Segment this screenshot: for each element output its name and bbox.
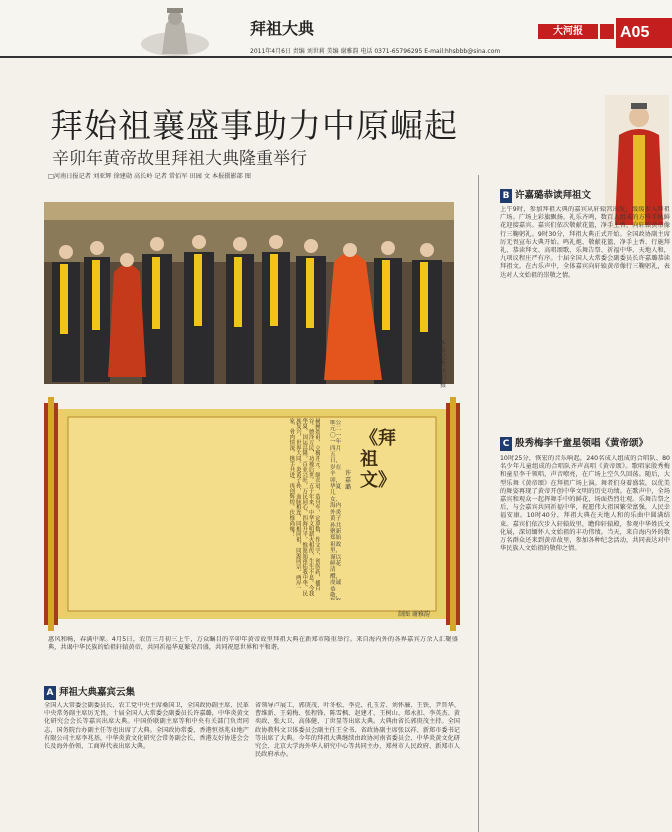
section-c-title: 殷秀梅李千童星领唱《黄帝颂》 — [515, 438, 649, 449]
column-title: 拜祖大典 — [250, 19, 315, 38]
section-c-mark: C — [500, 437, 512, 451]
photo-caption: 本报记者 徐阳 摄 — [440, 340, 447, 389]
column-divider — [478, 175, 479, 832]
section-a-column-1: 全国人大常委会副委员长、农工党中央主席桑国卫，全国政协副主席、民革中央常务副主席厉无畏，十届全国人大常委会副委员长许嘉璐，中华炎黄文化研究会会长等嘉宾出席大典。中国侨联副主席等和中央有关部门负责同志，国务院台办副主任等也出席了大典。全国政协常委、香港恒基兆业地产有限公司主席李兆基，中华炎黄文化研究会常务副会长，香港友好协进会会长及海外侨领、工商界代表出席大典。 — [44, 702, 249, 751]
poem-author: 许嘉璐 — [345, 470, 352, 491]
statue-illustration — [140, 4, 210, 56]
date-line: 2011年4月6日 责编 刘世莉 美编 谢雅韵 电话 0371-65796295 E-mail:hhsbbb@sina.com — [250, 48, 501, 55]
newspaper-logo: 大河报 — [538, 24, 598, 39]
ceremony-photo — [44, 202, 454, 384]
headline: 拜始祖襄盛事助力中原崛起 — [50, 106, 458, 145]
section-a-title: 拜祖大典嘉宾云集 — [59, 687, 136, 698]
section-a-heading — [44, 684, 135, 698]
subheadline: 辛卯年黄帝故里拜祖大典隆重举行 — [52, 149, 307, 169]
byline: □河南日报记者 刘亚辉 徐建勋 高长岭 记者 常佰军 田园 文 本报摄影部 图 — [48, 173, 251, 180]
section-a-mark: A — [44, 686, 56, 700]
section-b-heading — [500, 187, 591, 201]
header-rule — [0, 56, 672, 58]
section-c-heading — [500, 435, 648, 449]
section-b-text: 上午9时，参加拜祖大典的嘉宾从轩辕宫出发，缓缓步入拜祖广场。广场上彩旗飘扬，礼乐齐鸣，数百人组成的方阵手执鲜花迎接嘉宾。嘉宾们依次敬献花篮，净手上香，向轩辕黄帝像行三鞠躬礼。9时30分，拜祖大典正式开始。全国政协副主席厉无畏宣布大典开始。鸣礼炮、敬献花篮、净手上香、行施拜礼、恭读拜文、高唱颂歌、乐舞告祭、祈福中华、天地人和，九项议程庄严有序。十届全国人大常委会副委员长许嘉璐恭读拜祖文。在古乐声中，全体嘉宾向轩辕黄帝像行三鞠躬礼，表达对人文始祖的崇敬之情。 — [500, 206, 670, 279]
section-a-column-2: 省领导卢展工、郭庚茂、叶冬松、李克、孔玉芳、刘怀廉、王铁、尹晋华、曹维新、王菊梅、张程锋、陈雪枫、赵建才、王树山、郑永扣、李英杰、黄奕政、张大卫、高体健、丁世显等出席大典。大典由省长郭庚茂主持。全国政协教科文卫体委员会副主任王全书、省政协副主席张以祥、新郑市委书记等出席了大典。今年的拜祖大典继续由政协河南省委员会、中华炎黄文化研究会、北京大学海外华人研究中心等共同主办，郑州市人民政府、新郑市人民政府承办。 — [255, 702, 460, 759]
section-b-title: 许嘉璐恭读拜祖文 — [515, 190, 592, 201]
page-number: A05 — [616, 18, 672, 48]
section-c-text: 10时25分，恢宏的音乐响起，240名成人组成的合唱队、80名少年儿童组成的合唱队齐声高唱《黄帝颂》。歌唱家殷秀梅和童星李千领唱，声音嘹亮，在广场上空久久回荡。随后，大型乐舞《黄帝颂》在拜祖广场上演。舞者们身着盛装，以优美的舞姿再现了黄帝开创中华文明的历史功绩。在歌声中，全场嘉宾和观众一起挥舞手中的鲜花，场面热烈壮观。乐舞告祭之后，与会嘉宾共同祈福中华，祝愿伟大祖国繁荣富强，人民幸福安康。10时40分，拜祖大典在天地人和的乐曲中圆满结束。嘉宾们依次步入轩辕故里，瞻仰轩辕殿，参观中华姓氏文化展，深切缅怀人文始祖的丰功伟绩。当天，来自海内外的数万名群众还来到黄帝故里，参加各种纪念活动，共同表达对中华民族人文始祖的敬仰之情。 — [500, 455, 670, 553]
poem-intro: 维公元二〇一一年四月五日，岁在辛卯，华夏儿女、海内外炎黄子孙共聚新郑始祖故里，谨以鲜花清醴，虔诚恭敬， — [330, 420, 342, 599]
poem-title: 《拜祖文》 — [360, 428, 396, 491]
lead-paragraph: 惠风和畅，春满中原。4月5日，农历三月初三上午，万众瞩目的辛卯年黄帝故里拜祖大典在新郑市隆重举行。来自海内外的各界嘉宾万余人汇聚盛典，共谒中华民族的始祖轩辕黄帝，共同祈福华夏繁荣昌盛，共同祝愿世界和平和谐。 — [48, 636, 458, 652]
logo-mark — [600, 24, 614, 39]
scroll-credit: 制图 谢雅韵 — [398, 611, 430, 618]
section-b-mark: B — [500, 189, 512, 203]
poem-text: 赫赫始祖，立极开元。制衣冠，造舟车，定算数，作文字，创医药，播百谷。德泽万民，功被后世。五千年来，中华文明薪火相传，生生不息。今我华夏，国运昌隆，百业兴旺，万民同心，四海升平。惟愿始祖佑我中华，民族复兴，世界大同。炎黄子孙，血脉相连，同根同祖，同源同宗。两岸一家，骨肉情深，携手共进，再创辉煌。伏惟尚飨！ — [288, 418, 320, 597]
